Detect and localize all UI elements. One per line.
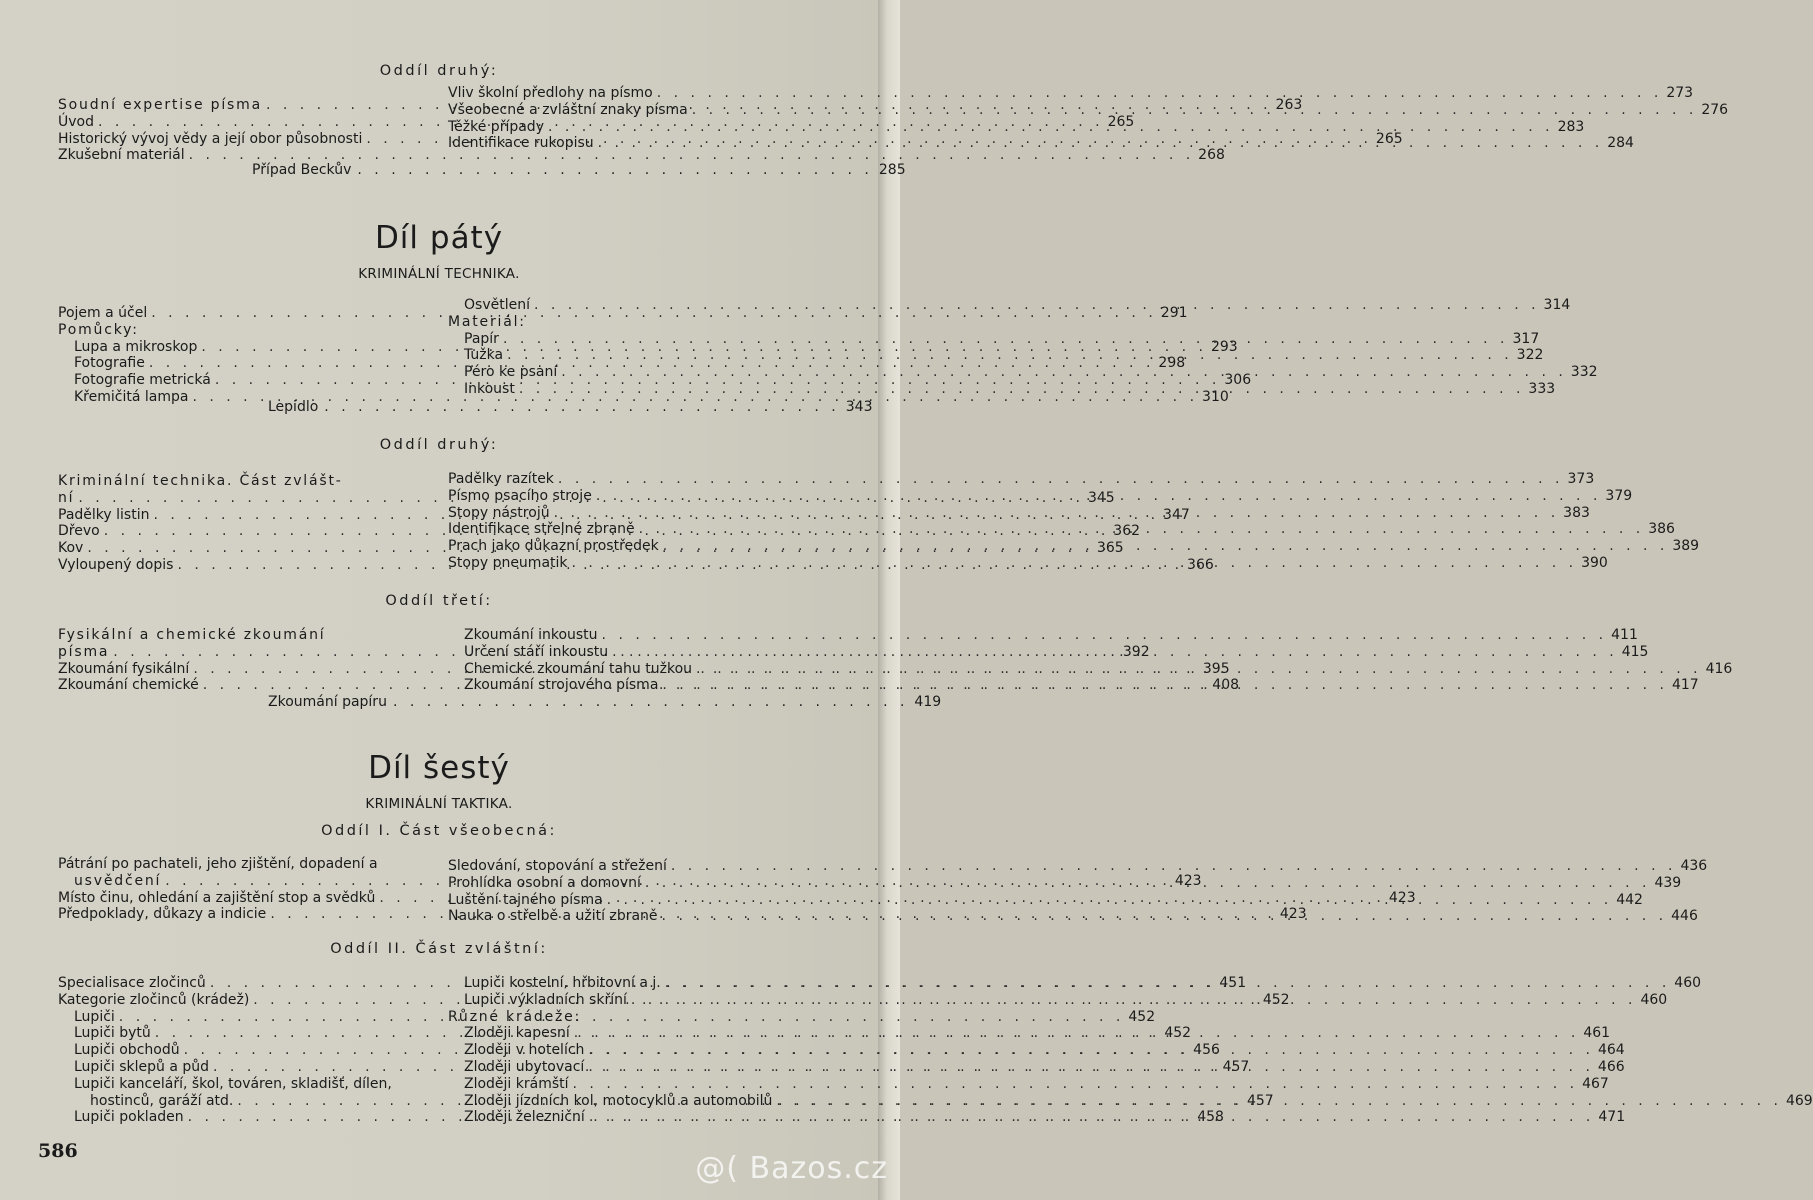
toc-entry-page: 392 bbox=[1122, 643, 1150, 660]
toc-entry-title: Zkoumání inkoustu bbox=[464, 627, 598, 643]
toc-entry-page: 366 bbox=[1187, 556, 1214, 573]
section-header-oddil-druhy-1: Oddíl druhý: bbox=[379, 63, 499, 79]
toc-entry-title: Tužka bbox=[464, 347, 504, 364]
leader-dots bbox=[507, 347, 1513, 364]
toc-entry-page: 343 bbox=[845, 399, 873, 415]
toc-entry bbox=[58, 1076, 428, 1093]
toc-entry-title: Zloději železniční bbox=[464, 1109, 585, 1126]
toc-entry-title: Identifikace střelné zbraně bbox=[448, 521, 635, 538]
toc-entry-title: Lupa a mikroskop bbox=[74, 338, 198, 355]
toc-entry-page: 347 bbox=[1163, 506, 1190, 523]
leader-dots bbox=[692, 102, 1698, 119]
leader-dots bbox=[573, 1076, 1579, 1093]
toc-entry-title: Zkoumání strojového písma bbox=[464, 677, 659, 694]
toc-entry-title: Pátrání po pachateli, jeho zjištění, dopadení a bbox=[58, 856, 378, 872]
toc-entry-page: 456 bbox=[1193, 1042, 1220, 1059]
toc-entry bbox=[448, 1009, 830, 1026]
toc-entry-title: usvědčení bbox=[74, 872, 162, 889]
toc-entry-page: 314 bbox=[1543, 297, 1571, 313]
toc-entry-page: 322 bbox=[1516, 347, 1544, 364]
toc-entry-page: 291 bbox=[1160, 305, 1188, 321]
toc-entry-title: Vliv školní předlohy na písmo bbox=[448, 85, 653, 101]
toc-entry-title: Úvod bbox=[58, 113, 94, 130]
leader-dots bbox=[696, 661, 1702, 678]
toc-entry-title: Zkušební materiál bbox=[58, 147, 185, 164]
toc-entry-page: 284 bbox=[1607, 135, 1634, 152]
toc-entry-page: 464 bbox=[1597, 1042, 1625, 1059]
toc-entry-title: Fotografie bbox=[74, 355, 145, 372]
toc-entry-title: Pomůcky: bbox=[58, 321, 139, 338]
toc-entry-page: 423 bbox=[1388, 889, 1416, 906]
toc-entry-page: 332 bbox=[1570, 364, 1598, 381]
toc-entry-page: 471 bbox=[1598, 1109, 1626, 1126]
toc-entry-title: Prach jako důkazní prostředek bbox=[448, 538, 659, 555]
toc-entry-title: Všeobecné a zvláštní znaky písma bbox=[448, 101, 688, 118]
toc-entry-page: 389 bbox=[1672, 538, 1700, 555]
toc-entry-title: písma bbox=[58, 643, 110, 660]
leader-dots bbox=[663, 538, 1669, 555]
toc-entry-title: Lupiči výkladních skříní bbox=[464, 991, 627, 1008]
toc-entry-title: Luštění tajného písma bbox=[448, 891, 603, 908]
toc-entry-page: 452 bbox=[1164, 1025, 1192, 1042]
toc-entry-page: 298 bbox=[1158, 355, 1186, 372]
leader-dots bbox=[657, 85, 1663, 102]
toc-entry-page: 452 bbox=[1262, 991, 1290, 1008]
toc-entry-page: 446 bbox=[1671, 908, 1698, 925]
toc-entry-page: 317 bbox=[1512, 330, 1540, 347]
toc-entry-title: Zkoumání chemické bbox=[58, 677, 199, 694]
toc-entry bbox=[448, 471, 1595, 488]
toc-entry-page: 442 bbox=[1616, 891, 1643, 908]
toc-entry-page: 386 bbox=[1648, 521, 1675, 538]
toc-entry-page: 345 bbox=[1087, 489, 1115, 506]
toc-entry-title: Stopy pneumatik bbox=[448, 554, 568, 571]
toc-entry-page: 417 bbox=[1671, 677, 1699, 694]
toc-entry-page: 460 bbox=[1640, 991, 1668, 1008]
leader-dots bbox=[776, 1093, 1782, 1110]
toc-entry-page: 451 bbox=[1219, 975, 1247, 991]
toc-entry-title: Lupiči kostelní, hřbitovní a j. bbox=[464, 975, 661, 991]
toc-entry-page: 457 bbox=[1222, 1058, 1250, 1075]
toc-entry-page: 415 bbox=[1621, 643, 1649, 660]
part-subtitle-kriminalni-taktika: KRIMINÁLNÍ TAKTIKA. bbox=[365, 796, 513, 812]
toc-entry-page: 408 bbox=[1212, 677, 1240, 694]
leader-dots bbox=[631, 992, 1637, 1009]
toc-entry-page: 460 bbox=[1674, 975, 1702, 991]
part-subtitle-kriminalni-technika: KRIMINÁLNÍ TECHNIKA. bbox=[358, 266, 520, 282]
leader-dots bbox=[645, 872, 1651, 892]
toc-entry-title: Zloději ubytovací bbox=[464, 1058, 585, 1075]
toc-entry-title: Soudní expertise písma bbox=[58, 97, 262, 113]
toc-entry-title: Zloději kapesní bbox=[464, 1025, 570, 1042]
toc-entry-title: hostinců, garáží atd. bbox=[90, 1092, 234, 1109]
toc-entry-title: Lupiči sklepů a půd bbox=[74, 1058, 210, 1075]
leader-dots bbox=[558, 471, 1564, 488]
leader-dots bbox=[596, 488, 1602, 505]
leader-dots bbox=[588, 1059, 1594, 1076]
part-title-dil-paty: Díl pátý bbox=[374, 220, 504, 256]
toc-entry-title: Inkoust bbox=[464, 380, 515, 397]
toc-entry-title: Nauka o střelbě a užití zbraně bbox=[448, 908, 658, 925]
leader-dots bbox=[662, 677, 1668, 694]
toc-entry-title: Sledování, stopování a střežení bbox=[448, 858, 667, 874]
toc-entry-title: Lupiči pokladen bbox=[74, 1109, 184, 1126]
toc-entry-page: 467 bbox=[1582, 1075, 1609, 1092]
toc-entry-page: 452 bbox=[1128, 1008, 1156, 1025]
toc-entry-title: Místo činu, ohledání a zajištění stop a svědků bbox=[58, 889, 376, 906]
leader-dots bbox=[612, 644, 1618, 661]
toc-entry-page: 268 bbox=[1198, 147, 1225, 164]
leader-dots bbox=[671, 858, 1677, 875]
toc-entry-title: Předpoklady, důkazy a indicie bbox=[58, 906, 267, 923]
toc-entry-title: Osvětlení bbox=[464, 297, 530, 313]
toc-entry-page: 273 bbox=[1666, 85, 1694, 101]
toc-entry-title: Zloději jízdních kol, motocyklů a automobilů bbox=[464, 1092, 773, 1109]
toc-entry-title: Identifikace rukopisu bbox=[448, 135, 594, 152]
toc-entry bbox=[448, 85, 1694, 102]
bazos-watermark: @( Bazos.cz bbox=[695, 1151, 888, 1186]
toc-entry-title: Různé krádeže: bbox=[448, 1008, 582, 1025]
section-header-oddil-1: Oddíl I. Část všeobecná: bbox=[321, 823, 557, 839]
toc-entry-page: 439 bbox=[1654, 874, 1682, 891]
toc-entry-page: 390 bbox=[1581, 554, 1608, 571]
section-header-oddil-treti: Oddíl třetí: bbox=[385, 593, 493, 609]
toc-entry-title: Kriminální technika. Část zvlášt- bbox=[58, 473, 343, 489]
toc-entry-page: 379 bbox=[1605, 487, 1633, 504]
leader-dots bbox=[574, 1025, 1580, 1042]
leader-dots bbox=[662, 908, 1668, 925]
toc-entry-page: 293 bbox=[1210, 338, 1238, 355]
toc-entry-title: Písmo psacího stroje bbox=[448, 487, 592, 504]
toc-entry-title: Kov bbox=[58, 540, 84, 557]
toc-entry-title: Zkoumání fysikální bbox=[58, 660, 190, 677]
section-header-oddil-2: Oddíl II. Část zvláštní: bbox=[330, 941, 548, 957]
leader-dots bbox=[598, 135, 1604, 152]
toc-entry-title: Zloději krámští bbox=[464, 1075, 569, 1092]
toc-entry-page: 333 bbox=[1528, 380, 1556, 397]
toc-entry-pripad-beckuv: Případ Beckův . . . . . . . . . . . . . . . . . . . . . . . . . . . . . . . 285 bbox=[252, 162, 906, 178]
toc-entry-page: 310 bbox=[1202, 388, 1229, 405]
leader-dots bbox=[588, 1042, 1594, 1059]
toc-entry-title: Materiál: bbox=[448, 313, 526, 330]
toc-entry-title: Lupiči kanceláří, škol, továren, skladišť, dílen, bbox=[74, 1075, 392, 1092]
toc-entry-page: 265 bbox=[1107, 113, 1135, 130]
leader-dots bbox=[548, 119, 1554, 136]
toc-entry-title: Padělky razítek bbox=[448, 471, 554, 487]
toc-entry-title: Péro ke psaní bbox=[464, 364, 558, 381]
toc-entry-page: 416 bbox=[1705, 660, 1733, 677]
toc-entry-page: 306 bbox=[1224, 372, 1252, 389]
toc-entry-title: Papír bbox=[464, 330, 499, 347]
toc-entry-page: 263 bbox=[1275, 97, 1303, 113]
toc-entry-page: 373 bbox=[1567, 471, 1595, 487]
toc-entry-page: 466 bbox=[1597, 1058, 1625, 1075]
leader-dots bbox=[572, 555, 1578, 572]
toc-entry-page: 411 bbox=[1611, 627, 1638, 643]
toc-entry-page: 423 bbox=[1279, 906, 1307, 923]
page-number: 586 bbox=[38, 1140, 78, 1162]
toc-entry-page: 423 bbox=[1174, 872, 1202, 889]
toc-entry-page: 365 bbox=[1096, 540, 1124, 557]
toc-entry-title: ní bbox=[58, 489, 75, 506]
toc-entry-title: Pojem a účel bbox=[58, 305, 148, 321]
toc-entry-title: Lepidlo bbox=[268, 399, 319, 415]
toc-entry-page: 283 bbox=[1557, 118, 1585, 135]
leader-dots bbox=[519, 381, 1525, 398]
toc-entry-title: Padělky listin bbox=[58, 506, 150, 523]
toc-entry bbox=[58, 322, 428, 339]
toc-entry-title: Lupiči bytů bbox=[74, 1025, 151, 1042]
leader-dots bbox=[639, 521, 1645, 538]
toc-entry-page: 362 bbox=[1113, 523, 1141, 540]
toc-entry-title: Fotografie metrická bbox=[74, 372, 211, 389]
toc-entry-page: 461 bbox=[1583, 1025, 1611, 1042]
leader-dots bbox=[607, 889, 1613, 909]
toc-entry-title: Zkoumání papíru bbox=[268, 694, 387, 710]
toc-entry bbox=[448, 1075, 1609, 1093]
leader-dots bbox=[503, 331, 1509, 348]
toc-entry bbox=[58, 627, 428, 644]
toc-entry-title: Prohlídka osobní a domovní bbox=[448, 874, 641, 891]
toc-entry-title: Případ Beckův bbox=[252, 162, 352, 178]
leader-dots bbox=[602, 627, 1608, 644]
toc-entry-title: Těžké případy bbox=[448, 118, 544, 135]
toc-entry-page: 419 bbox=[914, 694, 942, 710]
toc-entry bbox=[448, 314, 830, 331]
toc-entry-zkoumani-papiru: Zkoumání papíru . . . . . . . . . . . . . . . . . . . . . . . . . . . . . . . 419 bbox=[268, 694, 942, 710]
toc-entry-title: Specialisace zločinců bbox=[58, 975, 206, 991]
toc-entry-title: Stopy nástrojů bbox=[448, 504, 550, 521]
toc-entry-title: Křemičitá lampa bbox=[74, 388, 189, 405]
part-title-dil-sesty: Díl šestý bbox=[368, 750, 510, 786]
toc-entry-lepidlo: Lepidlo . . . . . . . . . . . . . . . . . . . . . . . . . . . . . . . 343 bbox=[268, 399, 873, 415]
toc-entry bbox=[448, 627, 1638, 644]
section-header-oddil-druhy-2: Oddíl druhý: bbox=[379, 437, 499, 453]
toc-entry-page: 469 bbox=[1785, 1092, 1813, 1109]
leader-dots bbox=[561, 364, 1567, 381]
toc-entry bbox=[58, 473, 428, 490]
toc-entry-title: Určení stáří inkoustu bbox=[464, 643, 609, 660]
toc-entry-title: Fysikální a chemické zkoumání bbox=[58, 627, 326, 643]
toc-entry-title: Zloději v hotelích bbox=[464, 1042, 585, 1059]
leader-dots bbox=[589, 1109, 1595, 1126]
toc-entry-page: 458 bbox=[1197, 1109, 1224, 1126]
toc-entry bbox=[58, 856, 428, 873]
toc-entry-page: 457 bbox=[1246, 1092, 1274, 1109]
toc-entry bbox=[448, 858, 1708, 875]
toc-entry-title: Chemické zkoumání tahu tužkou bbox=[464, 660, 693, 677]
toc-entry-page: 265 bbox=[1375, 130, 1403, 147]
toc-entry-page: 383 bbox=[1563, 504, 1590, 521]
toc-entry-title: Dřevo bbox=[58, 523, 100, 540]
toc-entry-title: Vyloupený dopis bbox=[58, 556, 174, 573]
toc-entry-page: 276 bbox=[1701, 101, 1729, 118]
leader-dots bbox=[665, 975, 1671, 992]
toc-entry-title: Lupiči bbox=[74, 1008, 115, 1025]
toc-entry-page: 395 bbox=[1202, 660, 1230, 677]
toc-entry-title: Lupiči obchodů bbox=[74, 1042, 180, 1059]
toc-entry-title: Kategorie zločinců (krádež) bbox=[58, 991, 250, 1008]
toc-entry-title: Historický vývoj vědy a její obor působnosti bbox=[58, 130, 363, 147]
toc-entry-page: 436 bbox=[1680, 858, 1708, 874]
leader-dots bbox=[534, 297, 1540, 314]
toc-entry-page: 285 bbox=[878, 162, 906, 178]
leader-dots bbox=[554, 505, 1560, 522]
